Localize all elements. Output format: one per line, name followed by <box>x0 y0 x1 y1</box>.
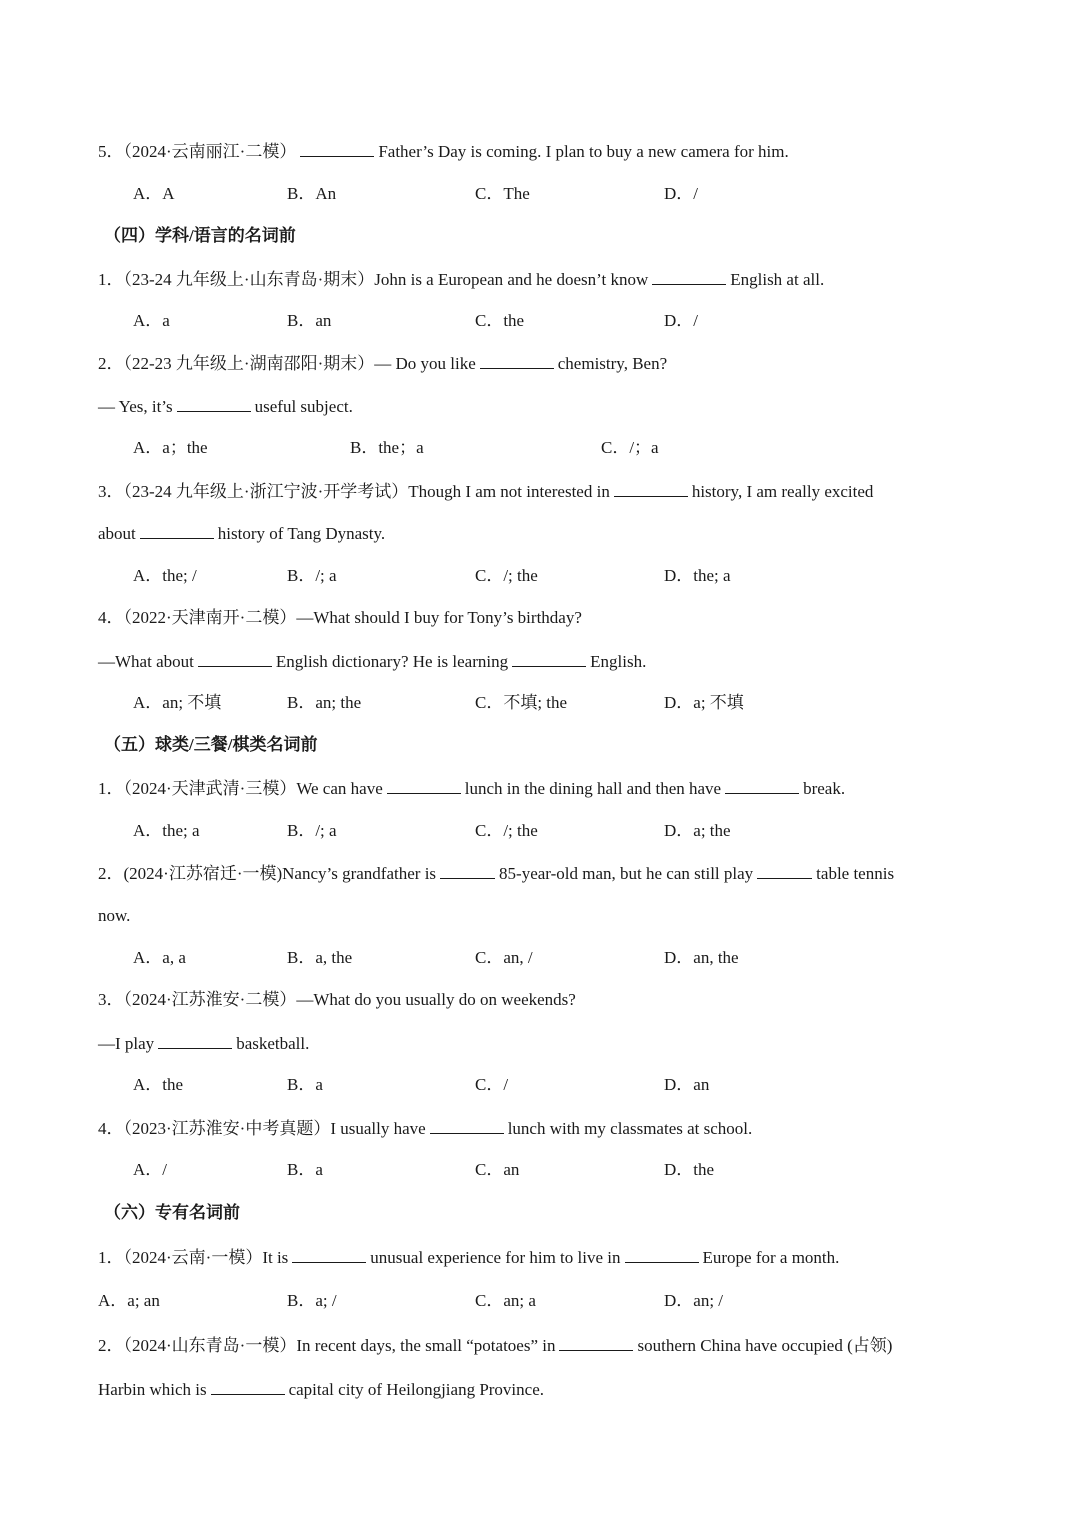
option-c: C．不填; the <box>475 693 568 712</box>
question-stem: 2．(2024·江苏宿迁·一模)Nancy’s grandfather is 85-year-old man, but he can still play table tennis <box>98 861 894 886</box>
option-a: A．the <box>133 1075 184 1094</box>
option-d: D．/ <box>664 311 698 330</box>
answer-blank <box>480 351 554 369</box>
option-d: D．an <box>664 1075 710 1094</box>
question-stem-continued: —I play basketball. <box>98 1031 309 1056</box>
option-a: A．A <box>133 184 175 203</box>
option-d: D．an; / <box>664 1291 724 1310</box>
answer-blank <box>387 776 461 794</box>
answer-blank <box>559 1333 633 1351</box>
option-d: D．an, the <box>664 948 739 967</box>
option-a: A．a, a <box>133 948 186 967</box>
question-stem: 4．（2022·天津南开·二模）—What should I buy for Tony’s birthday? <box>98 608 582 627</box>
option-c: C．The <box>475 184 530 203</box>
question-stem: 2．（2024·山东青岛·一模）In recent days, the small “potatoes” in southern China have occupied (占领) <box>98 1333 892 1358</box>
answer-blank <box>292 1245 366 1263</box>
answer-blank <box>614 479 688 497</box>
answer-blank <box>512 649 586 667</box>
question-stem: 5．（2024·云南丽江·二模） Father’s Day is coming. I plan to buy a new camera for him. <box>98 139 789 164</box>
question-stem: 3．（23-24 九年级上·浙江宁波·开学考试）Though I am not interested in history, I am really excited <box>98 479 873 504</box>
option-b: B．a; / <box>287 1291 337 1310</box>
option-b: B．a <box>287 1075 323 1094</box>
option-b: B．a <box>287 1160 323 1179</box>
question-stem-continued: — Yes, it’s useful subject. <box>98 394 353 419</box>
option-c: C．the <box>475 311 525 330</box>
answer-blank <box>211 1377 285 1395</box>
section-heading: （六）专有名词前 <box>104 1203 240 1222</box>
answer-blank <box>177 394 251 412</box>
question-stem-continued: —What about English dictionary? He is learning English. <box>98 649 646 674</box>
option-c: C．/；a <box>601 438 659 457</box>
option-c: C．an <box>475 1160 520 1179</box>
question-stem: 1．（23-24 九年级上·山东青岛·期末）John is a European and he doesn’t know English at all. <box>98 267 824 292</box>
option-c: C．an; a <box>475 1291 536 1310</box>
option-c: C．an, / <box>475 948 533 967</box>
answer-blank <box>430 1116 504 1134</box>
answer-blank <box>158 1031 232 1049</box>
option-d: D．the <box>664 1160 715 1179</box>
option-b: B．an <box>287 311 332 330</box>
option-b: B．the；a <box>350 438 424 457</box>
answer-blank <box>140 521 214 539</box>
option-a: A．a; an <box>98 1291 160 1310</box>
section-heading: （四）学科/语言的名词前 <box>104 226 296 245</box>
option-b: B．a, the <box>287 948 353 967</box>
option-a: A．an; 不填 <box>133 693 222 712</box>
option-d: D．/ <box>664 184 698 203</box>
question-stem: 1．（2024·云南·一模）It is unusual experience for him to live in Europe for a month. <box>98 1245 839 1270</box>
option-a: A．/ <box>133 1160 167 1179</box>
answer-blank <box>725 776 799 794</box>
option-a: A．the; a <box>133 821 200 840</box>
question-stem-continued: Harbin which is capital city of Heilongjiang Province. <box>98 1377 544 1402</box>
option-b: B．An <box>287 184 337 203</box>
question-stem-continued: about history of Tang Dynasty. <box>98 521 385 546</box>
answer-blank <box>440 861 495 879</box>
option-a: A．a <box>133 311 170 330</box>
option-d: D．a; 不填 <box>664 693 744 712</box>
option-d: D．the; a <box>664 566 731 585</box>
option-b: B．/; a <box>287 821 337 840</box>
answer-blank <box>625 1245 699 1263</box>
section-heading: （五）球类/三餐/棋类名词前 <box>104 735 318 754</box>
answer-blank <box>198 649 272 667</box>
option-b: B．/; a <box>287 566 337 585</box>
option-c: C．/; the <box>475 566 538 585</box>
question-stem: 4．（2023·江苏淮安·中考真题）I usually have lunch with my classmates at school. <box>98 1116 752 1141</box>
question-stem-continued: now. <box>98 906 131 925</box>
question-stem: 1．（2024·天津武清·三模）We can have lunch in the dining hall and then have break. <box>98 776 845 801</box>
question-stem: 2．（22-23 九年级上·湖南邵阳·期末）— Do you like chemistry, Ben? <box>98 351 667 376</box>
option-b: B．an; the <box>287 693 362 712</box>
option-c: C．/; the <box>475 821 538 840</box>
question-stem: 3．（2024·江苏淮安·二模）—What do you usually do on weekends? <box>98 990 576 1009</box>
option-a: A．a；the <box>133 438 208 457</box>
answer-blank <box>300 139 374 157</box>
answer-blank <box>757 861 812 879</box>
option-d: D．a; the <box>664 821 731 840</box>
option-c: C．/ <box>475 1075 509 1094</box>
option-a: A．the; / <box>133 566 197 585</box>
answer-blank <box>652 267 726 285</box>
